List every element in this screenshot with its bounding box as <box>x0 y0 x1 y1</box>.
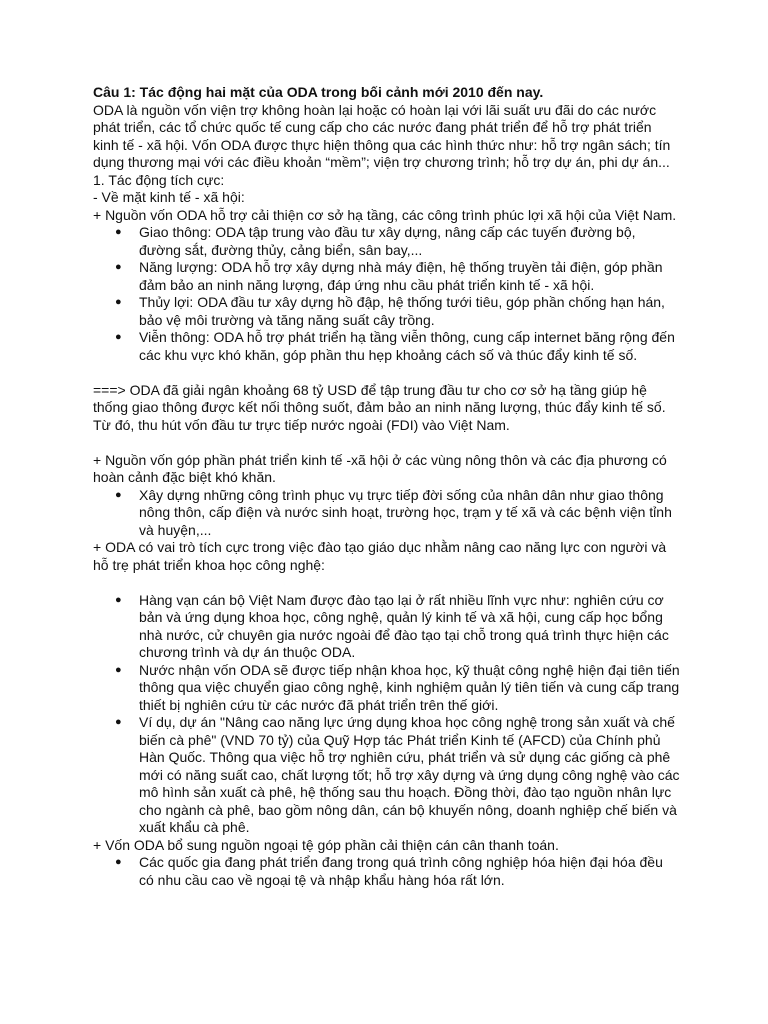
document-body <box>93 84 681 889</box>
conclusion-paragraph: ===> ODA đã giải ngân khoảng 68 tỷ USD để tập trung đầu tư cho cơ sở hạ tầng giúp hệ thống giao thông được kết nối thông suốt, đảm bảo an ninh năng lượng, thúc đẩy kinh tế số. Từ đó, thu hút vốn đầu tư trực tiếp nước ngoài (FDI) vào Việt Nam. <box>93 381 666 433</box>
bullet-icon: ● <box>115 331 122 343</box>
list-item: ● Viễn thông: ODA hỗ trợ phát triển hạ tầng viễn thông, cung cấp internet băng rộng đến các khu vực khó khăn, góp phần thu hẹp khoảng cách số và thúc đẩy kinh tế số. <box>115 329 675 363</box>
point-rural: + Nguồn vốn góp phần phát triển kinh tế -xã hội ở các vùng nông thôn và các địa phương có hoàn cảnh đặc biệt khó khăn. <box>93 451 667 485</box>
rural-list <box>93 487 681 540</box>
foreign-currency-list <box>93 854 681 889</box>
bullet-icon: ● <box>115 663 122 676</box>
list-item: ● Xây dựng những công trình phục vụ trực tiếp đời sống của nhân dân như giao thông nông thôn, cấp điện và nước sinh hoạt, trường học, trạm y tế xã và các bệnh viện tỉnh và huyện,... <box>115 486 672 538</box>
bullet-icon: ● <box>115 716 122 728</box>
bullet-icon: ● <box>115 593 122 606</box>
spacer <box>93 364 681 382</box>
point-education: + ODA có vai trò tích cực trong việc đào tạo giáo dục nhằm nâng cao năng lực con người và hỗ trẹ phát triển khoa học công nghệ: <box>93 539 667 573</box>
infrastructure-list <box>93 224 681 364</box>
list-item: ● Giao thông: ODA tập trung vào đầu tư xây dựng, nâng cấp các tuyến đường bộ, đường sắt, đường thủy, cảng biển, sân bay,... <box>115 224 636 258</box>
point-foreign-currency: + Vốn ODA bổ sung nguồn ngoại tệ góp phần cải thiện cán cân thanh toán. <box>93 836 559 853</box>
spacer <box>93 574 681 592</box>
bullet-icon: ● <box>115 226 122 238</box>
list-item: ● Hàng vạn cán bộ Việt Nam được đào tạo lại ở rất nhiều lĩnh vực như: nghiên cứu cơ bản và ứng dụng khoa học, công nghệ, quản lý kinh tế và xã hội, cung cấp học bổng nhà nước, cử chuyên gia nước ngoài để đào tạo tại chỗ trong quá trình thực hiện các chương trình và dự án thuộc ODA. <box>115 591 669 660</box>
list-item: ● Ví dụ, dự án "Nâng cao năng lực ứng dụng khoa học công nghệ trong sản xuất và chế biến cà phê" (VND 70 tỷ) của Quỹ Hợp tác Phát triển Kinh tế (AFCD) của Chính phủ Hàn Quốc. Thông qua việc hỗ trợ nghiên cứu, phát triển và sử dụng các giống cà phê mới có năng suất cao, chất lượng tốt; hỗ trợ xây dựng và ứng dụng công nghệ vào các mô hình sản xuất cà phê, hệ thống sau thu hoạch. Đồng thời, đào tạo nguồn nhân lực cho ngành cà phê, bao gồm nông dân, cán bộ khuyến nông, doanh nghiệp chế biến và xuất khẩu cà phê. <box>115 714 680 835</box>
list-item: ● Nước nhận vốn ODA sẽ được tiếp nhận khoa học, kỹ thuật công nghệ hiện đại tiên tiến thông qua việc chuyển giao công nghệ, kinh nghiệm quản lý tiên tiến và cung cấp trang thiết bị nghiên cứu từ các nước đã phát triển trên thế giới. <box>115 661 680 713</box>
spacer <box>93 434 681 452</box>
subheading-socioeconomic: - Về mặt kinh tế - xã hội: <box>93 189 245 205</box>
list-item: ● Thủy lợi: ODA đầu tư xây dựng hồ đập, hệ thống tưới tiêu, góp phần chống hạn hán, bảo vệ môi trường và tăng năng suất cây trồng. <box>115 294 665 328</box>
education-list <box>93 592 681 837</box>
section-heading-positive: 1. Tác động tích cực: <box>93 171 225 188</box>
bullet-icon: ● <box>115 261 122 273</box>
document-title: Câu 1: Tác động hai mặt của ODA trong bối cảnh mới 2010 đến nay. <box>93 84 544 100</box>
point-infrastructure: + Nguồn vốn ODA hỗ trợ cải thiện cơ sở hạ tầng, các công trình phúc lợi xã hội của Việt Nam. <box>93 206 677 223</box>
bullet-icon: ● <box>115 296 122 308</box>
list-item: ● Các quốc gia đang phát triển đang trong quá trình công nghiệp hóa hiện đại hóa đều có nhu cầu cao về ngoại tệ và nhập khẩu hàng hóa rất lớn. <box>115 854 663 888</box>
intro-paragraph: ODA là nguồn vốn viện trợ không hoàn lại hoặc có hoàn lại với lãi suất ưu đãi do các nước phát triển, các tổ chức quốc tế cung cấp cho các nước đang phát triển để hỗ trợ phát triển kinh tế - xã hội. Vốn ODA được thực hiện thông qua các hình thức như: hỗ trợ ngân sách; tín dụng thương mại với các điều khoản “mềm”; viện trợ chương trình; hỗ trợ dự án, phi dự án... <box>93 101 671 170</box>
list-item: ● Năng lượng: ODA hỗ trợ xây dựng nhà máy điện, hệ thống truyền tải điện, góp phần đảm bảo an ninh năng lượng, đáp ứng nhu cầu phát triển kinh tế - xã hội. <box>115 259 663 293</box>
bullet-icon: ● <box>115 488 122 501</box>
bullet-icon: ● <box>115 856 122 868</box>
